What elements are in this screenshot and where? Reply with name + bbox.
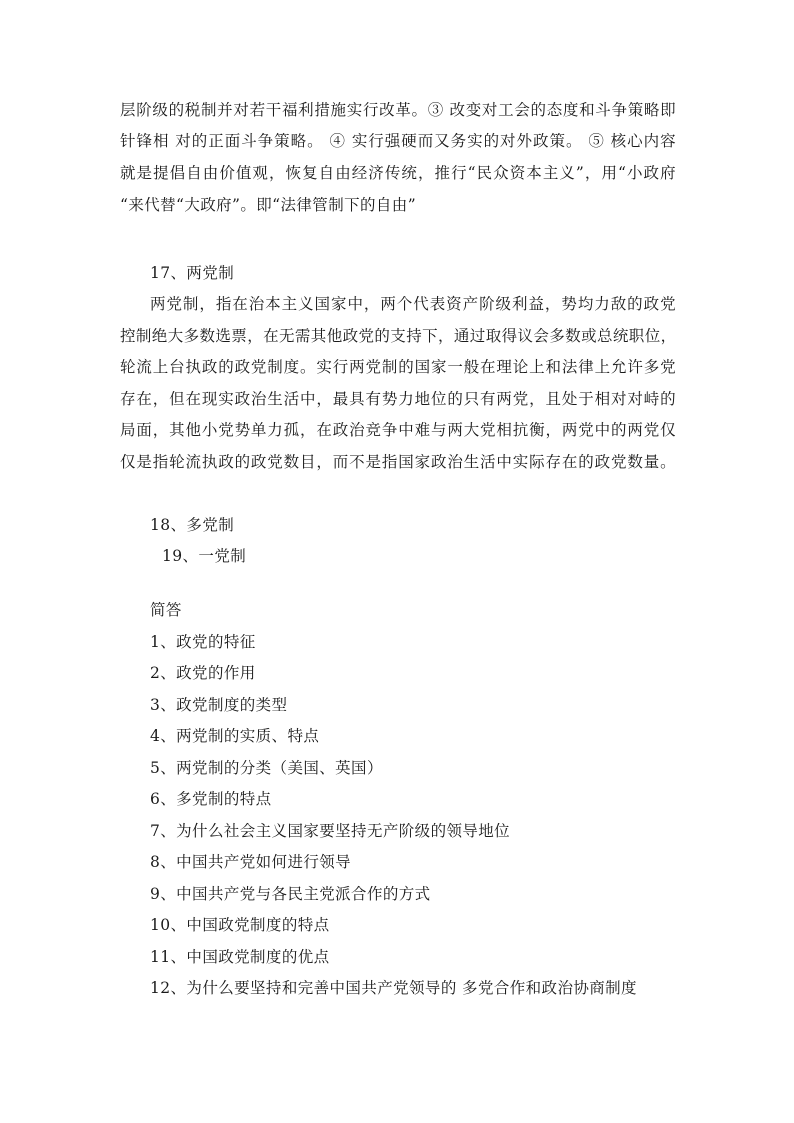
short-answer-item: 4、两党制的实质、特点: [150, 727, 320, 745]
section-17-line-2: 控制绝大多数选票，在无需其他政党的支持下，通过取得议会多数或总统职位，: [120, 327, 677, 345]
short-answer-item: 11、中国政党制度的优点: [150, 948, 330, 966]
short-answer-item: 2、政党的作用: [150, 664, 256, 682]
short-answer-item: 9、中国共产党与各民主党派合作的方式: [150, 885, 431, 903]
section-17-line-5: 局面，其他小党势单力孤，在政治竞争中难与两大党相抗衡，两党中的两党仅: [120, 421, 676, 439]
short-answer-item: 3、政党制度的类型: [150, 696, 288, 714]
section-17-line-1: 两党制，指在治本主义国家中，两个代表资产阶级利益，势均力敌的政党: [150, 295, 676, 313]
section-17-line-6: 仅是指轮流执政的政党数目，而不是指国家政治生活中实际存在的政党数量。: [120, 453, 676, 471]
intro-line-4: “来代替“大政府”。即“法律管制下的自由”: [120, 196, 417, 214]
short-answer-item: 5、两党制的分类（美国、英国）: [150, 759, 383, 777]
section-18-heading: 18、多党制: [150, 516, 235, 534]
short-answer-item: 12、为什么要坚持和完善中国共产党领导的 多党合作和政治协商制度: [150, 979, 637, 997]
short-answer-item: 1、政党的特征: [150, 633, 256, 651]
intro-line-2: 针锋相 对的正面斗争策略。 ④ 实行强硬而又务实的对外政策。 ⑤ 核心内容: [120, 132, 676, 150]
section-17-heading: 17、两党制: [150, 264, 235, 282]
short-answer-item: 8、中国共产党如何进行领导: [150, 853, 352, 871]
intro-line-1: 层阶级的税制并对若干福利措施实行改革。③ 改变对工会的态度和斗争策略即: [120, 101, 676, 119]
intro-line-3: 就是提倡自由价值观，恢复自由经济传统，推行“民众资本主义”，用“小政府: [120, 164, 676, 182]
section-17-line-3: 轮流上台执政的政党制度。实行两党制的国家一般在理论上和法律上允许多党: [120, 358, 676, 376]
section-19-heading: 19、一党制: [162, 547, 247, 565]
short-answer-heading: 简答: [150, 601, 182, 619]
short-answer-item: 6、多党制的特点: [150, 790, 272, 808]
section-17-line-4: 存在，但在现实政治生活中，最具有势力地位的只有两党，且处于相对对峙的: [120, 390, 676, 408]
short-answer-item: 10、中国政党制度的特点: [150, 916, 330, 934]
short-answer-item: 7、为什么社会主义国家要坚持无产阶级的领导地位: [150, 822, 511, 840]
